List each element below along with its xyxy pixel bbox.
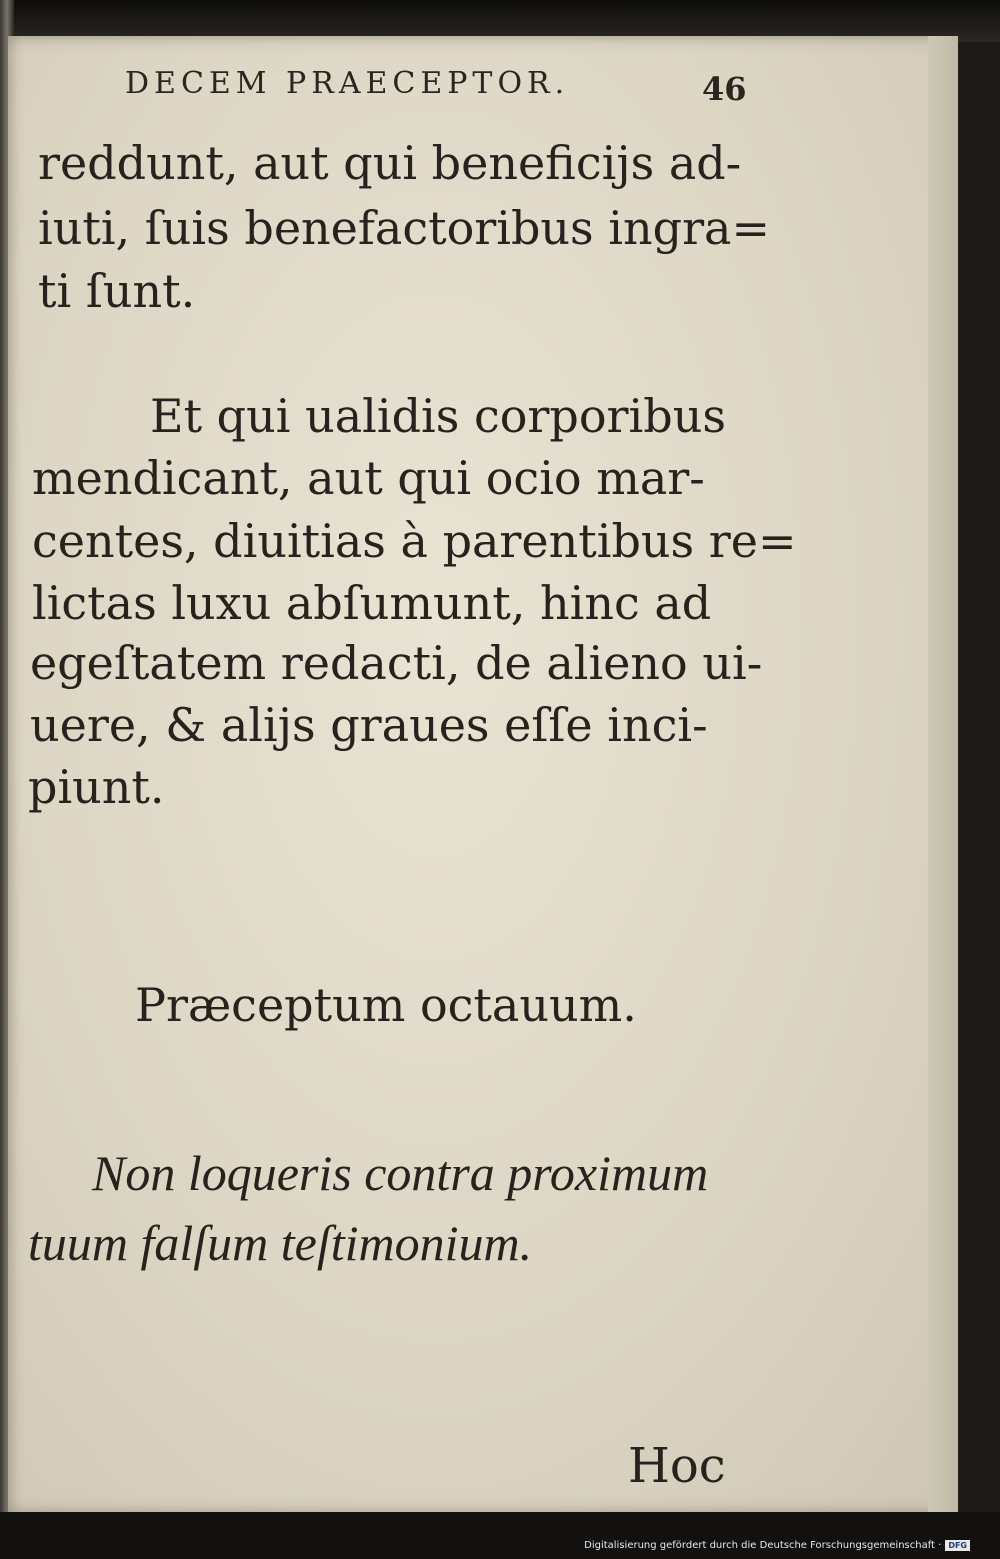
credit-text: Digitalisierung gefördert durch die Deutsche Forschungsgemeinschaft ·	[584, 1540, 942, 1551]
running-head: DECEM PRAECEPTOR.	[125, 66, 570, 101]
text-line: piunt.	[28, 760, 165, 814]
section-heading: Præceptum octauum.	[135, 978, 637, 1032]
text-line: reddunt, aut qui beneficijs ad-	[38, 136, 742, 190]
commandment-line: tuum falſum teſtimonium.	[28, 1215, 533, 1271]
text-line: ti ſunt.	[38, 264, 196, 318]
text-line: mendicant, aut qui ocio mar-	[32, 451, 705, 505]
scan-bottom-border	[0, 1512, 1000, 1559]
text-line: iuti, ſuis benefactoribus ingra=	[38, 201, 771, 255]
text-line: egeſtatem redacti, de alieno ui-	[30, 636, 763, 690]
digitization-credit	[584, 1540, 970, 1551]
text-line: centes, diuitias à parentibus re=	[32, 514, 797, 568]
text-line: uere, & alijs graues eſſe inci-	[30, 698, 708, 752]
page-number: 46	[702, 70, 747, 108]
catchword: Hoc	[628, 1438, 726, 1494]
text-line: Et qui ualidis corporibus	[150, 389, 726, 443]
page-edge	[928, 36, 958, 1514]
dfg-logo-icon: DFG	[945, 1540, 970, 1551]
text-line: lictas luxu abſumunt, hinc ad	[32, 576, 712, 630]
commandment-line: Non loqueris contra proximum	[92, 1145, 709, 1201]
